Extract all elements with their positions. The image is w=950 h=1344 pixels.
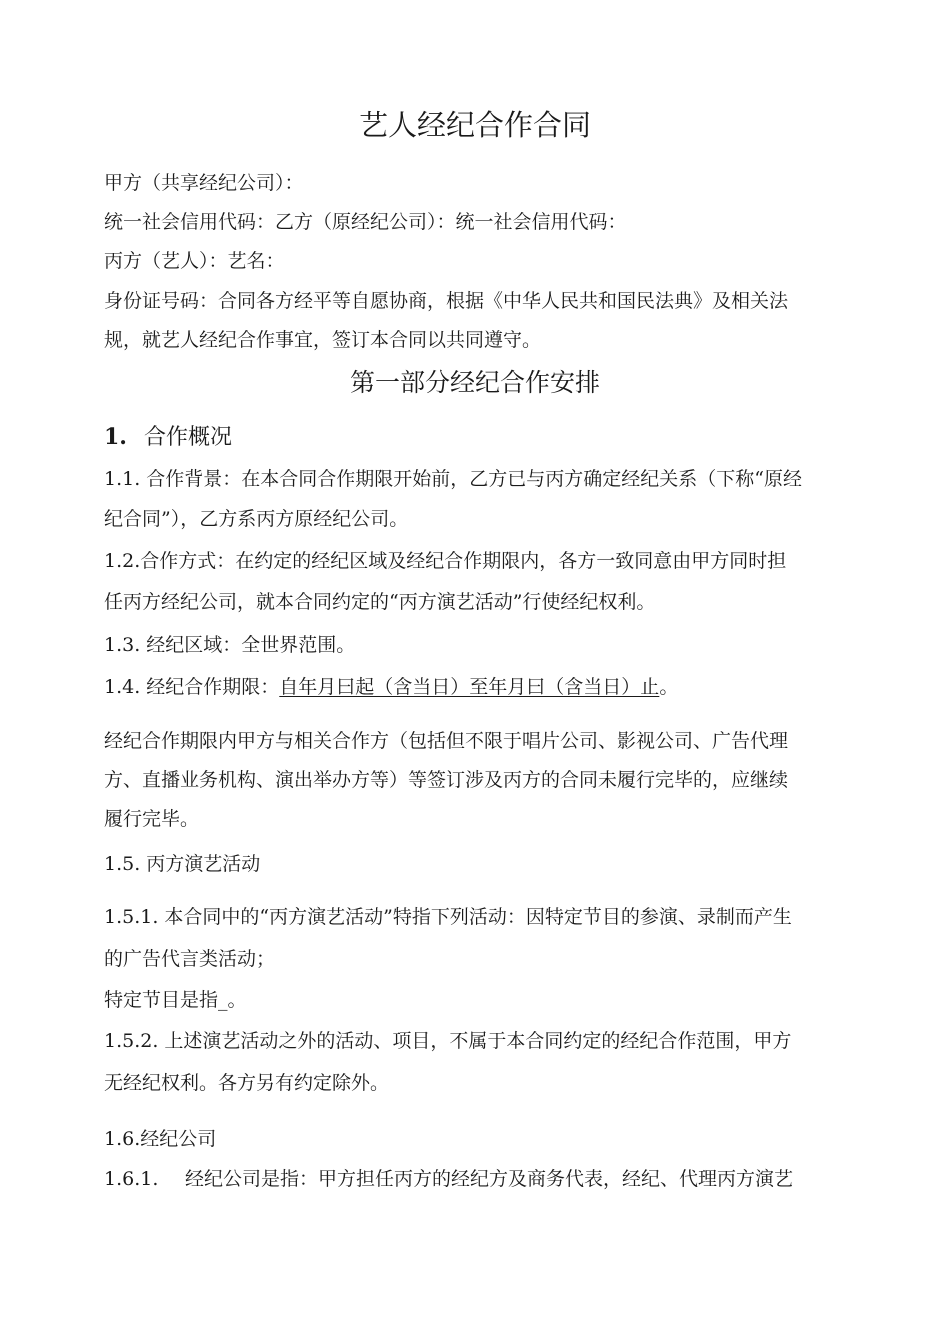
clause-1-4 [104, 678, 678, 697]
clause-1-6-1-number: 1.6.1. [104, 1168, 159, 1190]
clause-1-4-end: 。 [659, 676, 679, 698]
clause-1-4-label: 1.4. 经纪合作期限： [104, 676, 280, 698]
credit-code-line: 统一社会信用代码：乙方（原经纪公司）：统一社会信用代码： [104, 211, 627, 233]
clause-1-5-2-line-1: 1.5.2. 上述演艺活动之外的活动、项目，不属于本合同约定的经纪合作范围，甲方 [104, 1030, 792, 1052]
party-a-line: 甲方（共享经纪公司）： [104, 172, 304, 194]
clause-1-5-2-line-2: 无经纪权利。各方另有约定除外。 [104, 1072, 390, 1094]
clause-1-5-1-line-2: 的广告代言类活动； [104, 948, 276, 970]
intro-line-1: 身份证号码：合同各方经平等自愿协商，根据《中华人民共和国民法典》及相关法 [104, 290, 789, 312]
clause-1-1-line-1: 1.1. 合作背景：在本合同合作期限开始前，乙方已与丙方确定经纪关系（下称“原经 [104, 468, 803, 490]
term-paragraph-line-2: 方、直播业务机构、演出举办方等）等签订涉及丙方的合同未履行完毕的，应继续 [104, 769, 789, 791]
section-1-heading [104, 426, 232, 449]
clause-1-2-line-2: 任丙方经纪公司，就本合同约定的“丙方演艺活动”行使经纪权利。 [104, 591, 656, 613]
clause-1-5-1-line-3: 特定节目是指_。 [104, 989, 247, 1011]
party-c-line: 丙方（艺人）：艺名： [104, 250, 285, 272]
clause-1-1-line-2: 纪合同”），乙方系丙方原经纪公司。 [104, 508, 409, 530]
section-1-number: 1. [104, 424, 127, 450]
term-paragraph-line-3: 履行完毕。 [104, 808, 200, 830]
clause-1-5-heading: 1.5. 丙方演艺活动 [104, 853, 261, 875]
document-title: 艺人经纪合作合同 [358, 108, 591, 142]
intro-line-2: 规，就艺人经纪合作事宜，签订本合同以共同遵守。 [104, 329, 542, 351]
term-paragraph-line-1: 经纪合作期限内甲方与相关合作方（包括但不限于唱片公司、影视公司、广告代理 [104, 730, 789, 752]
term-period-value: 自年月曰起（含当日）至年月曰（含当日）止 [279, 676, 660, 698]
clause-1-2-line-1: 1.2.合作方式：在约定的经纪区域及经纪合作期限内，各方一致同意由甲方同时担 [104, 550, 787, 572]
clause-1-6-1-text: 经纪公司是指：甲方担任丙方的经纪方及商务代表，经纪、代理丙方演艺 [185, 1168, 794, 1190]
clause-1-5-1-line-1: 1.5.1. 本合同中的“丙方演艺活动”特指下列活动：因特定节目的参演、录制而产生 [104, 906, 792, 928]
part-one-heading: 第一部分经纪合作安排 [349, 368, 600, 397]
clause-1-6-1 [104, 1170, 793, 1189]
section-1-title: 合作概况 [144, 425, 233, 450]
clause-1-3: 1.3. 经纪区域：全世界范围。 [104, 634, 356, 656]
clause-1-6-heading: 1.6.经纪公司 [104, 1128, 217, 1150]
